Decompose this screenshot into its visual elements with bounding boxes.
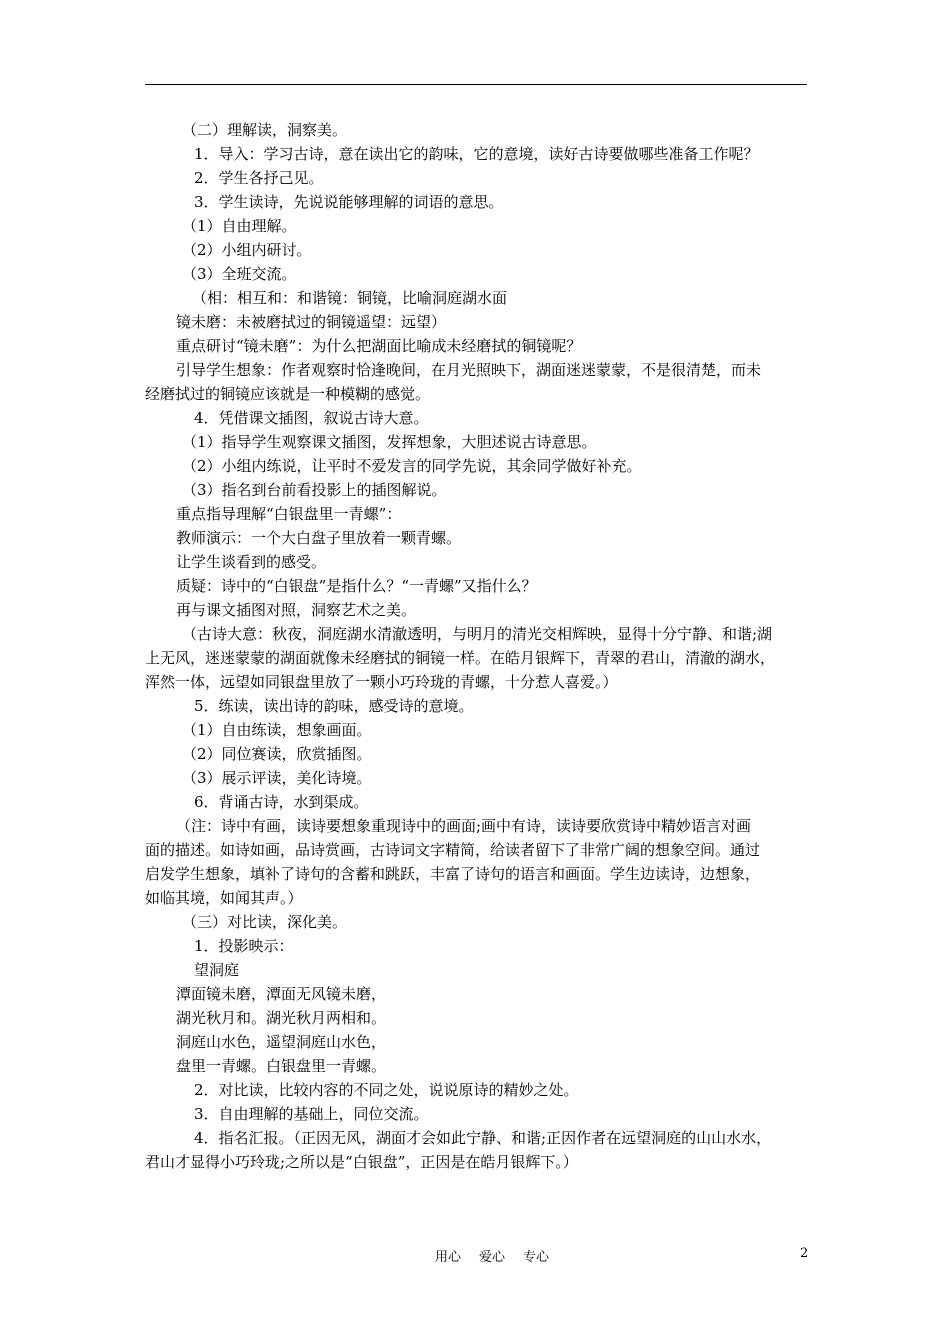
section-heading-2: （二）理解读，洞察美。 — [182, 121, 348, 139]
paragraph-line: 5．练读，读出诗的韵味，感受诗的意境。 — [194, 697, 474, 715]
paragraph-line: （3）展示评读，美化诗境。 — [182, 769, 372, 787]
paragraph-line: （注：诗中有画，读诗要想象重现诗中的画面;画中有诗，读诗要欣赏诗中精妙语言对画 — [176, 817, 752, 835]
paragraph-line: 让学生谈看到的感受。 — [176, 553, 327, 571]
paragraph-line: （2）小组内研讨。 — [182, 241, 312, 259]
paragraph-line: （1）指导学生观察课文插图，发挥想象，大胆述说古诗意思。 — [182, 433, 597, 451]
paragraph-line: 3．学生读诗，先说说能够理解的词语的意思。 — [194, 193, 504, 211]
footer-word: 用心 — [435, 1250, 462, 1265]
paragraph-line: （相：相互和：和谐镜：铜镜，比喻洞庭湖水面 — [192, 289, 508, 307]
poem-line: 湖光秋月和。湖光秋月两相和。 — [176, 1009, 387, 1027]
paragraph-line: （1）自由练读，想象画面。 — [182, 721, 372, 739]
paragraph-line: 引导学生想象：作者观察时恰逢晚间，在月光照映下，湖面迷迷蒙蒙，不是很清楚，而未 — [176, 361, 762, 379]
paragraph-line: 重点研讨“镜未磨”：为什么把湖面比喻成未经磨拭的铜镜呢？ — [176, 337, 582, 355]
poem-line: 洞庭山水色，遥望洞庭山水色， — [176, 1033, 387, 1051]
paragraph-line: （2）同位赛读，欣赏插图。 — [182, 745, 372, 763]
paragraph-line: 镜未磨：未被磨拭过的铜镜遥望：远望） — [176, 313, 447, 331]
paragraph-line: 启发学生想象，填补了诗句的含蓄和跳跃，丰富了诗句的语言和画面。学生边读诗，边想象， — [145, 865, 761, 883]
paragraph-line: 再与课文插图对照，洞察艺术之美。 — [176, 601, 417, 619]
paragraph-line: 2．学生各抒己见。 — [194, 169, 324, 187]
paragraph-line: 1．投影映示： — [194, 937, 294, 955]
footer-word: 爱心 — [479, 1250, 506, 1265]
paragraph-line: 1．导入：学习古诗，意在读出它的韵味，它的意境，读好古诗要做哪些准备工作呢？ — [194, 145, 759, 163]
paragraph-line: （3）指名到台前看投影上的插图解说。 — [182, 481, 447, 499]
header-rule — [145, 84, 807, 85]
poem-title: 望洞庭 — [194, 961, 240, 979]
footer-motto — [435, 1246, 549, 1265]
poem-line: 潭面镜未磨，潭面无风镜未磨， — [176, 985, 387, 1003]
paragraph-line: 经磨拭过的铜镜应该就是一种模糊的感觉。 — [145, 385, 431, 403]
paragraph-line: （古诗大意：秋夜，洞庭湖水清澈透明，与明月的清光交相辉映，显得十分宁静、和谐;湖 — [182, 625, 773, 643]
footer-word: 专心 — [523, 1250, 550, 1265]
paragraph-line: 4．凭借课文插图，叙说古诗大意。 — [194, 409, 429, 427]
page-number: 2 — [800, 1246, 809, 1261]
section-heading-3: （三）对比读，深化美。 — [182, 913, 348, 931]
paragraph-line: 质疑：诗中的“白银盘”是指什么？“一青螺”又指什么？ — [176, 577, 537, 595]
paragraph-line: （1）自由理解。 — [182, 217, 297, 235]
paragraph-line: 重点指导理解“白银盘里一青螺”： — [176, 505, 402, 523]
paragraph-line: 3．自由理解的基础上，同位交流。 — [194, 1105, 429, 1123]
paragraph-line: 浑然一体，远望如同银盘里放了一颗小巧玲珑的青螺，十分惹人喜爱。） — [145, 673, 618, 691]
paragraph-line: 如临其境，如闻其声。） — [145, 889, 303, 907]
paragraph-line: 面的描述。如诗如画，品诗赏画，古诗词文字精简，给读者留下了非常广阔的想象空间。通过 — [145, 841, 761, 859]
paragraph-line: （2）小组内练说，让平时不爱发言的同学先说，其余同学做好补充。 — [182, 457, 642, 475]
paragraph-line: 上无风，迷迷蒙蒙的湖面就像未经磨拭的铜镜一样。在皓月银辉下，青翠的君山，清澈的湖水， — [145, 649, 776, 667]
paragraph-line: 教师演示：一个大白盘子里放着一颗青螺。 — [176, 529, 462, 547]
paragraph-line: 2．对比读，比较内容的不同之处，说说原诗的精妙之处。 — [194, 1081, 579, 1099]
paragraph-line: 4．指名汇报。（正因无风，湖面才会如此宁静、和谐;正因作者在远望洞庭的山山水水， — [194, 1129, 772, 1147]
paragraph-line: 6．背诵古诗，水到渠成。 — [194, 793, 369, 811]
poem-line: 盘里一青螺。白银盘里一青螺。 — [176, 1057, 387, 1075]
paragraph-line: 君山才显得小巧玲珑;之所以是“白银盘”，正因是在皓月银辉下。） — [145, 1153, 578, 1171]
paragraph-line: （3）全班交流。 — [182, 265, 297, 283]
